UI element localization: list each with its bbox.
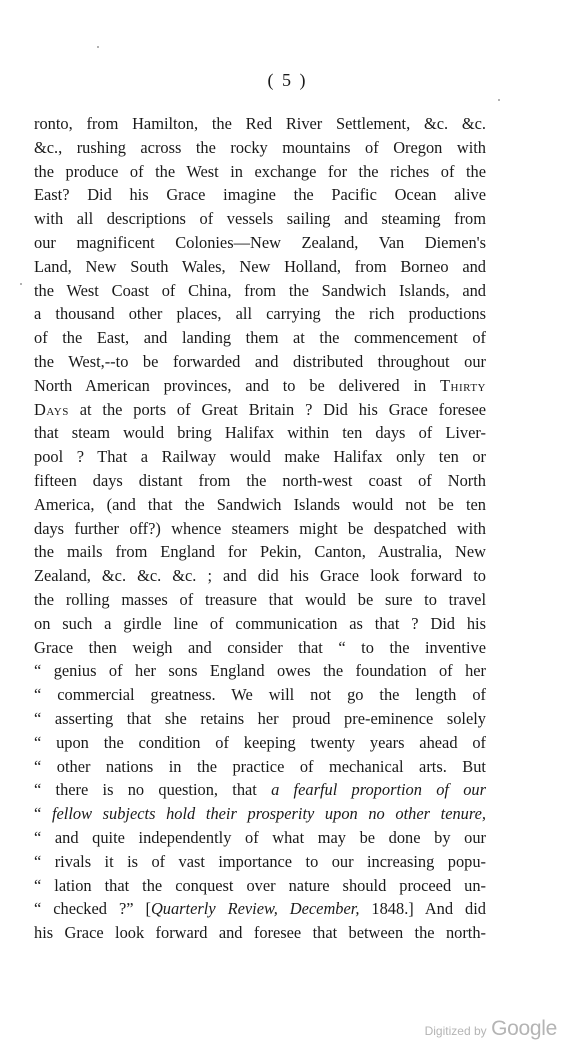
paper-speck	[498, 99, 500, 101]
paper-speck	[97, 46, 99, 48]
text-line	[34, 731, 486, 755]
text-line	[34, 231, 486, 255]
text-span: “ there is no question, that	[34, 780, 272, 800]
small-caps-span: Thirty	[440, 375, 486, 395]
text-line	[34, 517, 486, 541]
google-logo-text: Google	[491, 1017, 557, 1040]
text-span: days further off?) whence steamers might be despatched with	[34, 518, 486, 538]
text-line	[34, 398, 486, 422]
text-span: the mails from England for Pekin, Canton, Australia, New	[34, 542, 486, 562]
text-line	[34, 778, 486, 802]
text-line	[34, 802, 486, 826]
text-line	[34, 683, 486, 707]
paper-speck	[20, 283, 22, 285]
text-line	[34, 469, 486, 493]
text-span: fifteen days distant from the north-west coast of North	[34, 470, 486, 490]
small-caps-span: Days	[34, 399, 69, 419]
text-span: the West Coast of China, from the Sandwich Islands, and	[34, 280, 486, 300]
text-span: “ upon the condition of keeping twenty years ahead of	[34, 732, 486, 752]
text-span: the rolling masses of treasure that would be sure to travel	[34, 589, 486, 609]
text-span: Land, New South Wales, New Holland, from Borneo and	[34, 256, 486, 276]
text-line	[34, 897, 486, 921]
text-line	[34, 636, 486, 660]
text-span: “ other nations in the practice of mechanical arts. But	[34, 756, 486, 776]
text-span: with all descriptions of vessels sailing and steaming from	[34, 209, 486, 229]
text-span: at the ports of Great Britain ? Did his Grace foresee	[68, 399, 486, 419]
text-span: pool ? That a Railway would make Halifax only ten or	[34, 447, 486, 467]
text-line	[34, 659, 486, 683]
text-line	[34, 493, 486, 517]
text-span: 1848.] And did	[359, 899, 487, 919]
text-span: ronto, from Hamilton, the Red River Settlement, &c. &c.	[34, 114, 486, 133]
text-line	[34, 279, 486, 303]
text-line	[34, 302, 486, 326]
text-span: “ lation that the conquest over nature should proceed un-	[34, 875, 486, 895]
text-line	[34, 136, 486, 160]
text-line	[34, 160, 486, 184]
text-span: our magnificent Colonies—New Zealand, Van Diemen's	[34, 232, 486, 252]
text-span: the West,--to be forwarded and distributed throughout our	[34, 351, 486, 371]
body-text	[34, 112, 486, 945]
text-line	[34, 445, 486, 469]
text-span: his Grace look forward and foresee that between the north-	[34, 923, 486, 943]
text-line	[34, 755, 486, 779]
text-span: America, (and that the Sandwich Islands would not be ten	[34, 494, 486, 514]
text-line	[34, 588, 486, 612]
citation-italic-span: Quarterly Review, December,	[150, 899, 360, 919]
text-line	[34, 183, 486, 207]
text-line	[34, 826, 486, 850]
italic-span: a fearful proportion of our	[271, 780, 486, 800]
text-span: “ and quite independently of what may be done by our	[34, 827, 486, 847]
text-line	[34, 207, 486, 231]
text-line	[34, 707, 486, 731]
text-span: “ checked ?” [	[34, 899, 151, 919]
text-line	[34, 350, 486, 374]
google-watermark	[425, 1017, 557, 1041]
text-line	[34, 921, 486, 945]
text-line	[34, 326, 486, 350]
text-line	[34, 850, 486, 874]
text-span: East? Did his Grace imagine the Pacific Ocean alive	[34, 185, 486, 205]
text-span: “ commercial greatness. We will not go the length of	[34, 685, 486, 705]
text-line	[34, 421, 486, 445]
text-line	[34, 112, 486, 136]
text-span: a thousand other places, all carrying the rich productions	[34, 304, 486, 324]
text-line	[34, 255, 486, 279]
text-span: “ genius of her sons England owes the foundation of her	[34, 661, 486, 681]
text-span: “ rivals it is of vast importance to our increasing popu-	[34, 851, 486, 871]
text-span: “ asserting that she retains her proud pre-eminence solely	[34, 708, 486, 728]
text-span: “	[34, 804, 52, 824]
text-line	[34, 540, 486, 564]
text-span: North American provinces, and to be delivered in	[34, 375, 441, 395]
text-line	[34, 874, 486, 898]
text-span: Zealand, &c. &c. &c. ; and did his Grace look forward to	[34, 566, 486, 586]
text-line	[34, 612, 486, 636]
text-line	[34, 374, 486, 398]
text-span: &c., rushing across the rocky mountains of Oregon with	[34, 137, 486, 157]
page-number: ( 5 )	[267, 70, 308, 90]
text-span: of the East, and landing them at the commencement of	[34, 328, 486, 348]
text-span: the produce of the West in exchange for the riches of the	[34, 161, 486, 181]
text-span: Grace then weigh and consider that “ to the inventive	[34, 637, 486, 657]
text-line	[34, 564, 486, 588]
italic-span: fellow subjects hold their prosperity upon no other tenure,	[51, 804, 487, 824]
watermark-prefix: Digitized by	[424, 1024, 487, 1038]
text-span: on such a girdle line of communication as that ? Did his	[34, 613, 486, 633]
text-span: that steam would bring Halifax within ten days of Liver-	[34, 423, 486, 443]
